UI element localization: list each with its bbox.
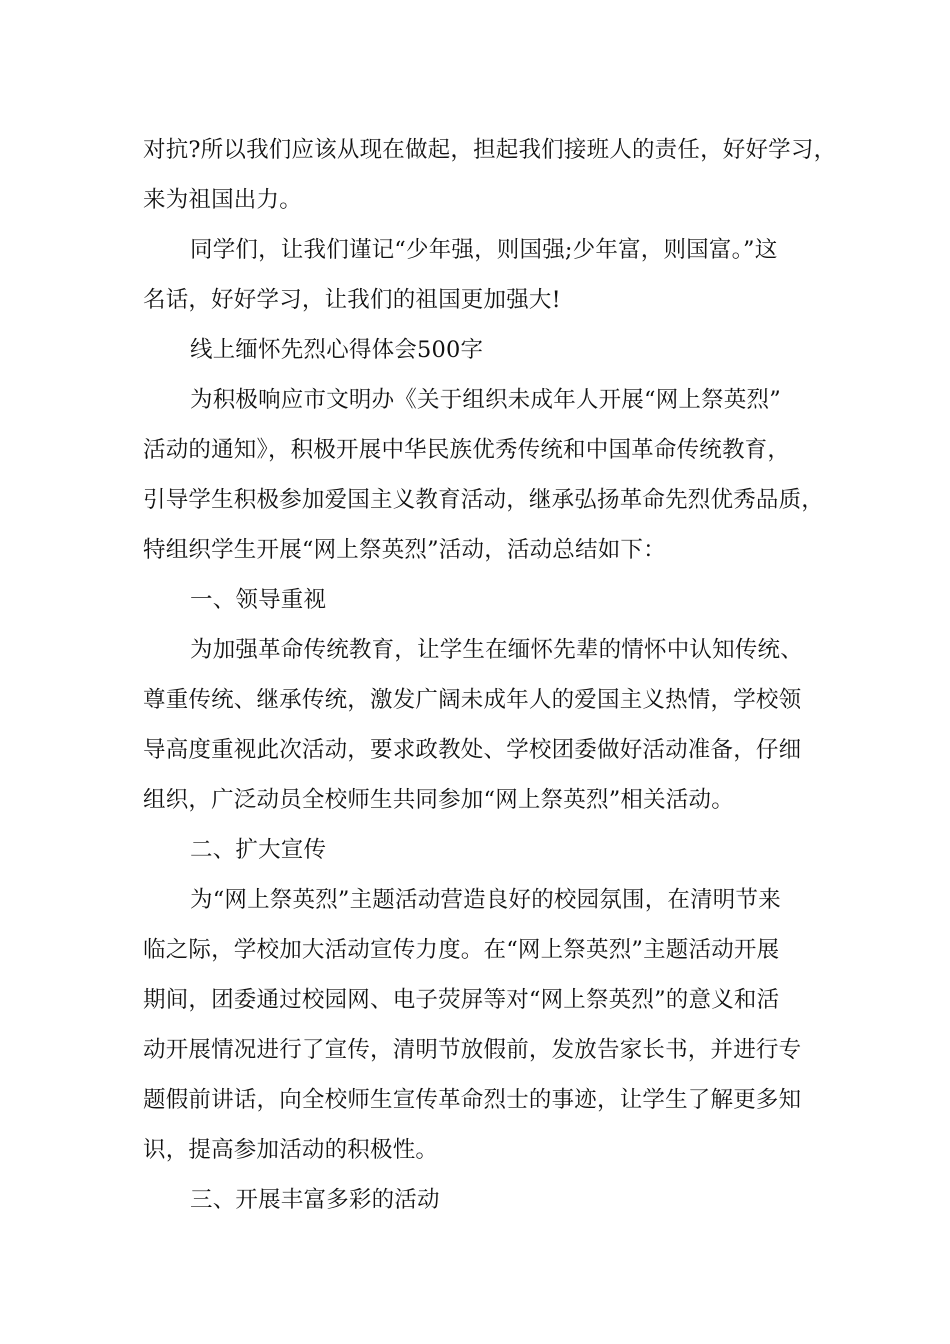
text-line: 名话，好好学习，让我们的祖国更加强大! (143, 287, 561, 313)
section-heading: 三、开展丰富多彩的活动 (190, 1187, 440, 1213)
text-line: 尊重传统、继承传统，激发广阔未成年人的爱国主义热情，学校领 (143, 687, 802, 713)
text-line: 期间，团委通过校园网、电子荧屏等对“网上祭英烈”的意义和活 (143, 987, 780, 1013)
text-line: 活动的通知》，积极开展中华民族优秀传统和中国革命传统教育， (143, 437, 791, 463)
text-line: 特组织学生开展“网上祭英烈”活动，活动总结如下： (143, 537, 666, 563)
text-line: 同学们，让我们谨记“少年强，则国强;少年富，则国富。”这 (190, 237, 778, 263)
text-line: 识，提高参加活动的积极性。 (143, 1137, 439, 1163)
text-line: 动开展情况进行了宣传，清明节放假前，发放告家长书，并进行专 (143, 1037, 802, 1063)
section-heading: 一、领导重视 (190, 587, 327, 613)
text-line: 为加强革命传统教育，让学生在缅怀先辈的情怀中认知传统、 (190, 637, 803, 663)
section-heading: 二、扩大宣传 (190, 837, 327, 863)
text-line: 对抗?所以我们应该从现在做起，担起我们接班人的责任，好好学习， (143, 137, 837, 163)
text-line: 来为祖国出力。 (143, 187, 302, 213)
text-line: 导高度重视此次活动，要求政教处、学校团委做好活动准备，仔细 (143, 737, 802, 763)
section-title: 线上缅怀先烈心得体会500字 (190, 337, 484, 363)
text-line: 引导学生积极参加爱国主义教育活动，继承弘扬革命先烈优秀品质， (143, 487, 825, 513)
text-line: 临之际，学校加大活动宣传力度。在“网上祭英烈”主题活动开展 (143, 937, 780, 963)
text-line: 为积极响应市文明办《关于组织未成年人开展“网上祭英烈” (190, 387, 781, 413)
text-line: 组织，广泛动员全校师生共同参加“网上祭英烈”相关活动。 (143, 787, 734, 813)
text-line: 题假前讲话，向全校师生宣传革命烈士的事迹，让学生了解更多知 (143, 1087, 802, 1113)
text-line: 为“网上祭英烈”主题活动营造良好的校园氛围，在清明节来 (190, 887, 781, 913)
